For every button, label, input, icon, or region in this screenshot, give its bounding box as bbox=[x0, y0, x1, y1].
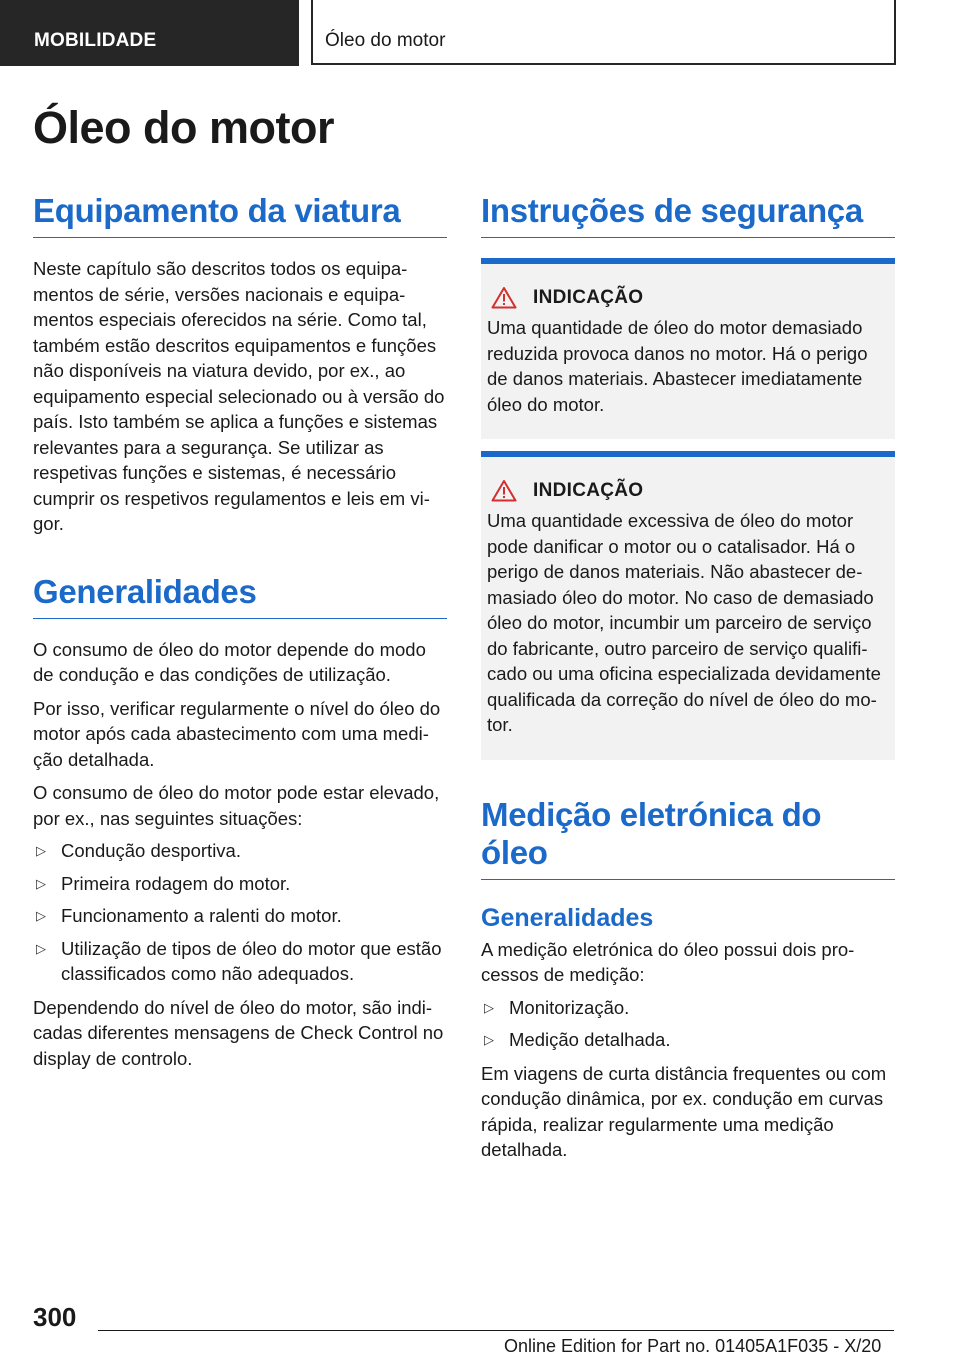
page-header bbox=[0, 0, 960, 66]
measurement-paragraph-1: A medição eletrónica do óleo possui dois processos de medição: bbox=[481, 938, 855, 985]
triangle-right-icon: ▷ bbox=[36, 875, 46, 891]
list-item: ▷ Monitorização. bbox=[481, 995, 895, 1021]
measurement-heading: Medição eletrónica do óleo bbox=[481, 796, 895, 880]
notice-text: Uma quantidade de óleo do motor demasiado reduzida provoca danos no motor. Há o perigo de danos materiais. Abastecer imediatamente óleo do motor. bbox=[487, 317, 868, 415]
left-column bbox=[33, 192, 447, 1071]
triangle-right-icon: ▷ bbox=[36, 940, 46, 956]
list-item: ▷ Primeira rodagem do motor. bbox=[33, 871, 447, 897]
triangle-right-icon: ▷ bbox=[36, 908, 46, 923]
general-paragraph-3: O consumo de óleo do motor pode estar elevado, por ex., nas seguintes situações: bbox=[33, 782, 440, 829]
triangle-right-icon: ▷ bbox=[484, 999, 494, 1015]
notice-title: INDICAÇÃO bbox=[533, 286, 644, 308]
measurement-paragraph-2: Em viagens de curta distância frequentes ou com condução dinâmica, por ex. condução em curvas rápida, realizar regularmente uma medição detalhada. bbox=[481, 1062, 887, 1160]
section-label: MOBILIDADE bbox=[0, 0, 299, 66]
list-item: ▷ Funcionamento a ralenti do motor. bbox=[33, 903, 447, 929]
page-title: Óleo do motor bbox=[33, 102, 334, 153]
right-column bbox=[481, 192, 895, 1163]
list-item: ▷ Medição detalhada. bbox=[481, 1027, 895, 1053]
general-paragraph-4: Dependendo do nível de óleo do motor, são indicadas diferentes mensagens de Check Control no display de controlo. bbox=[33, 996, 444, 1069]
triangle-right-icon: ▷ bbox=[36, 843, 46, 858]
triangle-right-icon: ▷ bbox=[484, 1032, 494, 1047]
warning-triangle-icon bbox=[491, 479, 517, 502]
notice-box bbox=[481, 258, 895, 439]
equipment-text: Neste capítulo são descritos todos os equipamentos de série, versões nacionais e equipamentos especiais oferecidos na série. Como tal, também estão descritos equipamentos e funções não disponíveis na viatura devido, por ex., ao equipamento especial selecionado ou à versão do país. Isto também se aplica a funções e sistemas relevantes para a segurança. Se utilizar as respetivas funções e sistemas, é necessário cumprir os respetivos regulamentos e leis em vigor. bbox=[33, 258, 445, 534]
equipment-heading: Equipamento da viatura bbox=[33, 192, 447, 238]
consumption-list bbox=[33, 838, 447, 987]
notice-text: Uma quantidade excessiva de óleo do motor pode danificar o motor ou o catalisador. Há o perigo de danos materiais. Não abastecer demasiado óleo do motor. No caso de demasiado óleo do motor, incumbir um parceiro de serviço do fabricante, outro parceiro de serviço qualificado ou uma oficina especializada devidamente qualificada da correção do nível de óleo do motor. bbox=[487, 510, 881, 735]
edition-note: Online Edition for Part no. 01405A1F035 - X/20 bbox=[504, 1336, 882, 1356]
measurement-list bbox=[481, 995, 895, 1053]
footer-divider bbox=[98, 1330, 894, 1331]
measurement-subheading: Generalidades bbox=[481, 903, 654, 932]
notice-box bbox=[481, 451, 895, 760]
general-paragraph-1: O consumo de óleo do motor depende do modo de condução e das condições de utilização. bbox=[33, 638, 426, 685]
page-number: 300 bbox=[33, 1302, 77, 1332]
notice-title: INDICAÇÃO bbox=[533, 479, 644, 501]
list-item: ▷ Condução desportiva. bbox=[33, 838, 447, 864]
general-paragraph-2: Por isso, verificar regularmente o nível do óleo do motor após cada abastecimento com uma medição detalhada. bbox=[33, 697, 441, 770]
warning-triangle-icon bbox=[491, 286, 517, 309]
safety-heading: Instruções de segurança bbox=[481, 192, 895, 238]
chapter-label: Óleo do motor bbox=[311, 0, 896, 65]
general-heading: Generalidades bbox=[33, 573, 447, 619]
list-item: ▷ Utilização de tipos de óleo do motor que estão classificados como não adequados. bbox=[36, 937, 442, 984]
